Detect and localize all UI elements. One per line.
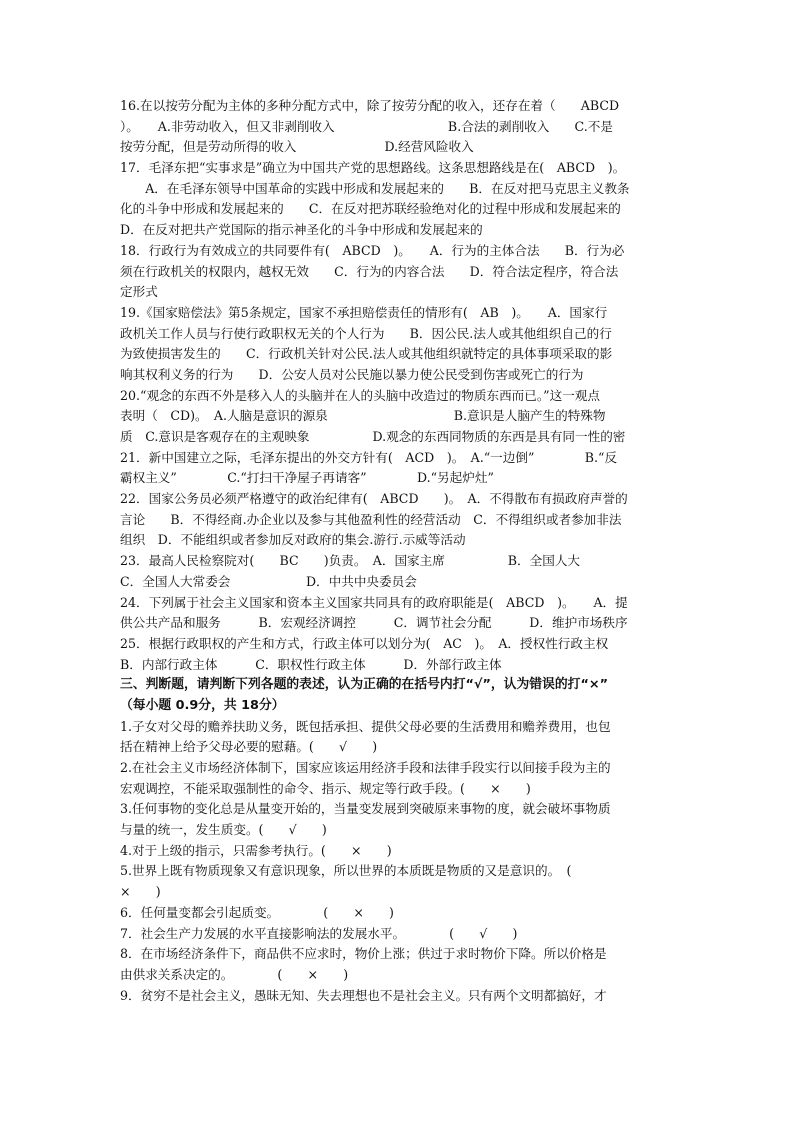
judgment-line: 括在精神上给予父母必要的慰藉。( √ ): [120, 739, 378, 755]
text-line: 25．根据行政职权的产生和方式，行政主体可以划分为( AC )。 A．授权性行政主权: [120, 635, 609, 651]
judgment-line: 3.任何事物的变化总是从量变开始的，当量变发展到突破原来事物的度，就会破坏事物质: [120, 801, 611, 817]
text-line: D．在反对把共产党国际的指示神圣化的斗争中形成和发展起来的: [120, 222, 483, 238]
text-line: 须在行政机关的权限内，越权无效 C．行为的内容合法 D．符合法定程序，符合法: [120, 263, 619, 279]
text-line: 22．国家公务员必须严格遵守的政治纪律有( ABCD )。 A．不得散布有损政府声誉的: [120, 491, 628, 507]
text-line: 23．最高人民检察院对( BC )负责。 A．国家主席 B．全国人大: [120, 553, 581, 569]
text-line: 言论 B．不得经商.办企业以及参与其他盈利性的经营活动 C．不得组织或者参加非法: [120, 511, 622, 527]
text-line: 17．毛泽东把“实事求是”确立为中国共产党的思想路线。这条思想路线是在( ABCD )。: [120, 160, 626, 176]
text-line: 霸权主义” C.“打扫干净屋子再请客” D.“另起炉灶”: [120, 470, 494, 486]
text-line: 组织 D．不能组织或者参加反对政府的集会.游行.示威等活动: [120, 532, 466, 548]
text-line: 供公共产品和服务 B．宏观经济调控 C．调节社会分配 D．维护市场秩序: [120, 615, 628, 631]
judgment-line: 与量的统一，发生质变。( √ ): [120, 822, 327, 838]
text-line: 18．行政行为有效成立的共同要件有( ABCD )。 A．行为的主体合法 B．行为必: [120, 242, 625, 258]
judgment-line: 宏观调控，不能采取强制性的命令、指示、规定等行政手段。( × ): [120, 780, 531, 796]
text-line: 21．新中国建立之际，毛泽东提出的外交方针有( ACD )。 A.“一边倒” B.“反: [120, 449, 618, 465]
text-line: 16.在以按劳分配为主体的多种分配方式中，除了按劳分配的收入，还存在着（ ABCD: [120, 98, 620, 113]
section-heading: 三、判断题，请判断下列各题的表述，认为正确的在括号内打“√”，认为错误的打“×”: [120, 677, 608, 693]
text-line: C．全国人大常委会 D．中共中央委员会: [120, 573, 417, 589]
judgment-line: 4.对于上级的指示，只需参考执行。( × ): [120, 842, 392, 858]
judgment-line: 7．社会生产力发展的水平直接影响法的发展水平。 ( √ ): [120, 925, 518, 941]
judgment-line: 由供求关系决定的。 ( × ): [120, 966, 349, 982]
judgment-line: 5.世界上既有物质现象又有意识现象，所以世界的本质既是物质的又是意识的。 (: [120, 863, 572, 879]
text-line: 政机关工作人员与行使行政职权无关的个人行为 B．因公民.法人或其他组织自己的行: [120, 325, 612, 341]
text-line: 按劳分配，但是劳动所得的收入 D.经营风险收入: [120, 139, 474, 155]
text-line: 24．下列属于社会主义国家和资本主义国家共同具有的政府职能是( ABCD )。 A．提: [120, 594, 628, 610]
text-line: 质 C.意识是客观存在的主观映象 D.观念的东西同物质的东西是具有同一性的密: [120, 429, 626, 444]
judgment-line: 6．任何量变都会引起质变。 ( × ): [120, 904, 394, 920]
text-line: ）。 A.非劳动收入，但又非剥削收入 B.合法的剥削收入 C.不是: [120, 118, 613, 134]
text-line: 为致使损害发生的 C．行政机关针对公民.法人或其他组织就特定的具体事项采取的影: [120, 346, 613, 362]
text-line: B．内部行政主体 C．职权性行政主体 D．外部行政主体: [120, 656, 502, 672]
text-line: 表明（ CD)。 A.人脑是意识的源泉 B.意识是人脑产生的特殊物: [120, 408, 606, 424]
text-line: 化的斗争中形成和发展起来的 C．在反对把苏联经验绝对化的过程中形成和发展起来的: [120, 201, 621, 217]
judgment-line: 9．贫穷不是社会主义，愚昧无知、失去理想也不是社会主义。只有两个文明都搞好，才: [120, 987, 607, 1003]
judgment-line: 8．在市场经济条件下，商品供不应求时，物价上涨；供过于求时物价下降。所以价格是: [120, 946, 607, 962]
section-note: （每小题 0.9分，共 18分）: [120, 697, 285, 713]
text-line: 20.“观念的东西不外是移入人的头脑并在人的头脑中改造过的物质东西而已。”这一观点: [120, 387, 600, 403]
judgment-line: × ): [120, 884, 161, 900]
judgment-line: 1.子女对父母的赡养扶助义务，既包括承担、提供父母必要的生活费用和赡养费用，也包: [120, 718, 611, 734]
text-line: 19.《国家赔偿法》第5条规定，国家不承担赔偿责任的情形有( AB )。 A．国家行: [120, 304, 608, 320]
text-line: A．在毛泽东领导中国革命的实践中形成和发展起来的 B．在反对把马克思主义教条: [120, 180, 630, 196]
text-line: 定形式: [120, 284, 158, 300]
judgment-line: 2.在社会主义市场经济体制下，国家应该运用经济手段和法律手段实行以间接手段为主的: [120, 760, 611, 775]
text-line: 响其权利义务的行为 D．公安人员对公民施以暴力使公民受到伤害或死亡的行为: [120, 366, 584, 382]
document-page: [120, 96, 676, 1006]
